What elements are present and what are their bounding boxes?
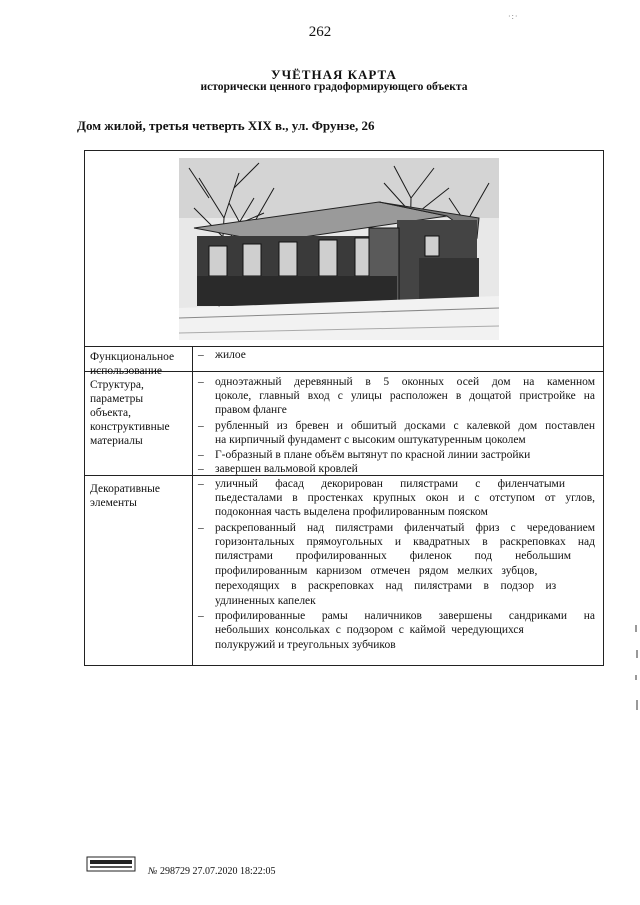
decorative-item-line: профилированным карнизом отмечен рядом мелких зубцов, — [215, 565, 538, 577]
footer-registration — [148, 866, 276, 877]
structure-dash: – — [198, 463, 204, 475]
decorative-item-line: полукружий и треугольных зубчиков — [215, 639, 396, 651]
functional-label — [90, 350, 190, 378]
decorative-item-line: пьедесталами в простенках крупных окон и с отступом от углов, — [215, 492, 595, 504]
structure-dash: – — [198, 376, 204, 388]
table-line-top — [84, 346, 604, 347]
functional-label-line: использование — [90, 365, 163, 377]
decorative-item-line: подоконная часть выделена профилированным пояском — [215, 506, 488, 518]
structure-label-line: параметры — [90, 393, 144, 405]
structure-label-line: Структура, — [90, 379, 144, 391]
decorative-dash: – — [198, 610, 204, 622]
object-heading: Дом жилой, третья четверть XIX в., ул. Фрунзе, 26 — [77, 118, 375, 133]
scan-edge-marks — [634, 620, 640, 730]
structure-item-line: одноэтажный деревянный в 5 оконных осей дом на каменном — [215, 376, 595, 388]
decorative-item-line: небольших консольках с подзором с каймой чередующихся — [215, 624, 524, 636]
decorative-dash: – — [198, 478, 204, 490]
structure-label — [90, 378, 190, 448]
structure-item-line: Г-образный в плане объём вытянут по красной линии застройки — [215, 449, 531, 461]
structure-item-line: правом фланге — [215, 404, 287, 416]
decorative-item-line: уличный фасад декорирован пилястрами с филенчатыми — [215, 478, 565, 490]
registration-mark-icon: № — [148, 866, 158, 877]
structure-label-line: объекта, — [90, 407, 131, 419]
document-title: УЧЁТНАЯ КАРТА — [271, 67, 397, 82]
structure-dash: – — [198, 449, 204, 461]
house-photo-icon — [179, 158, 499, 340]
decorative-item-line: раскрепованный над пилястрами филенчатый фриз с чередованием — [215, 522, 595, 534]
decorative-item-line: переходящих в раскреповках над пилястрами в подзор из — [215, 580, 557, 592]
registration-stamp-icon — [86, 856, 136, 872]
functional-dash: – — [198, 349, 204, 361]
decorative-dash: – — [198, 522, 204, 534]
decorative-label-line: Декоративные — [90, 483, 160, 495]
structure-dash: – — [198, 420, 204, 432]
structure-label-line: материалы — [90, 435, 143, 447]
corner-mark: ·:· — [508, 12, 519, 21]
structure-item-line: цоколе, главный вход с улицы расположен в дощатой пристройке на — [215, 390, 595, 402]
decorative-item-line: пилястрами профилированных филенок под небольшим — [215, 550, 572, 562]
functional-item: жилое — [215, 349, 246, 361]
structure-label-line: конструктивные — [90, 421, 170, 433]
document-subtitle: исторически ценного градоформирующего объекта — [200, 81, 468, 93]
structure-item-line: на кирпичный фундамент с высоким оштукатуренным цоколем — [215, 434, 526, 446]
decorative-item-line: профилированные рамы наличников завершены сандриками на — [215, 610, 595, 622]
decorative-item-line: горизонтальных прямоугольных и квадратных в раскреповках над — [215, 536, 595, 548]
structure-item-line: рубленный из бревен и обшитый досками с калевкой дом поставлен — [215, 420, 595, 432]
page-number: 262 — [308, 24, 332, 40]
structure-item-line: завершен вальмовой кровлей — [215, 463, 358, 475]
decorative-item-line: удлиненных капелек — [215, 595, 316, 607]
registration-number: 298729 27.07.2020 18:22:05 — [159, 866, 276, 877]
table-column-divider — [192, 346, 193, 666]
decorative-label — [90, 482, 190, 510]
functional-label-line: Функциональное — [90, 351, 175, 363]
house-photo — [179, 158, 499, 340]
decorative-label-line: элементы — [90, 497, 137, 509]
